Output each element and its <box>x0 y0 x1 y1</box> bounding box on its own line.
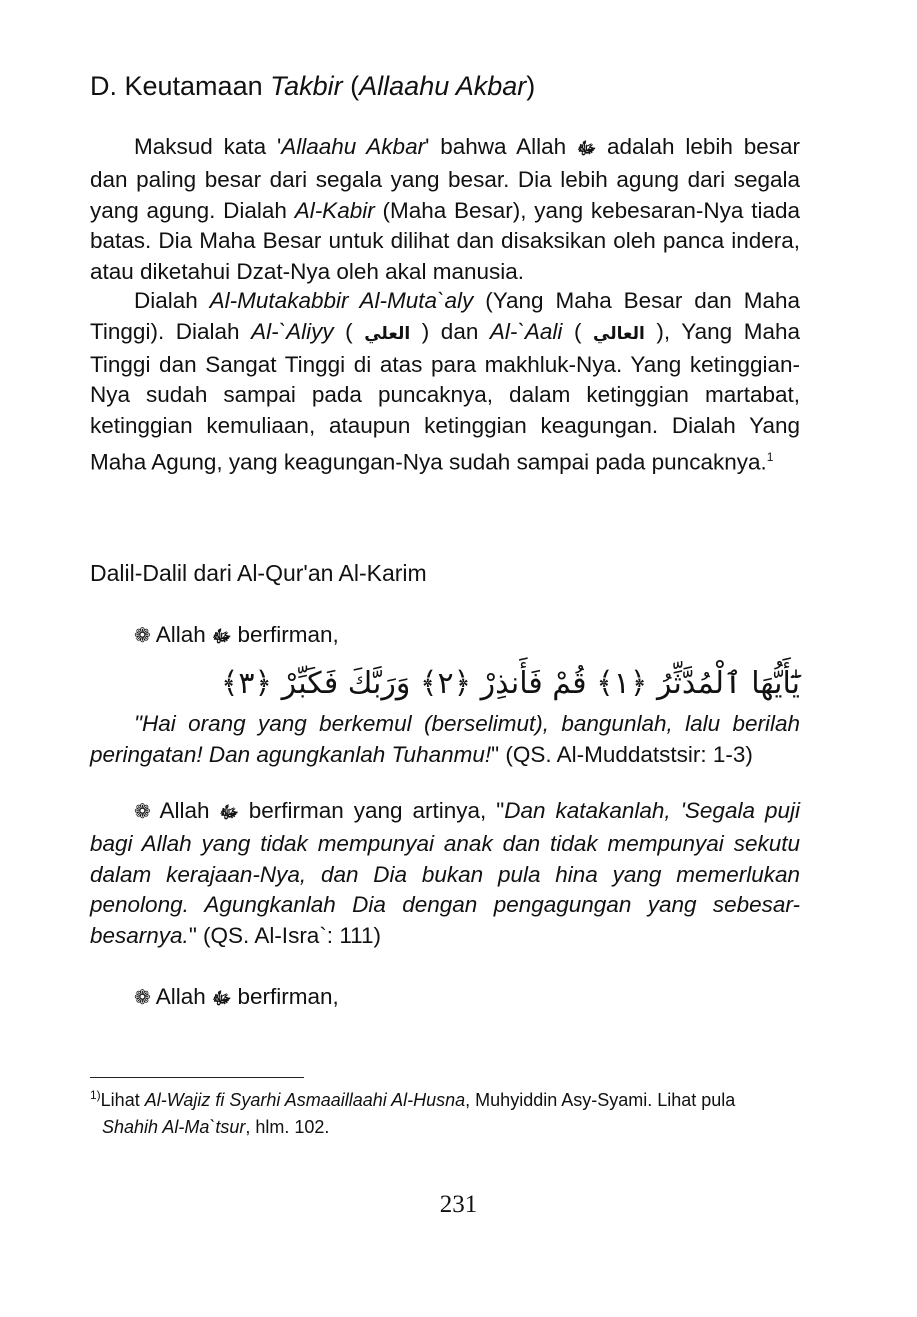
quran-verse-arabic: يَٰٓأَيُّهَا ٱلْمُدَّثِّرُ ﴿١﴾ قُمْ فَأَنذِرْ ﴿٢﴾ وَرَبَّكَ فَكَبِّرْ ﴿٣﴾ <box>220 666 800 701</box>
paragraph-al-mutakabbir: Dialah Al-Mutakabbir Al-Muta`aly (Yang Maha Besar dan Maha Tinggi). Dialah Al-`Aliyy ( العلي ) dan Al-`Aali ( العالي ), Yang Maha Tinggi dan Sangat Tinggi di atas para makhluk-Nya. Yang ketinggian-Nya sudah sampai pada puncaknya, dalam ketinggian martabat, ketinggian kemuliaan, ataupun ketinggian keagungan. Dialah Yang Maha Agung, yang keagungan-Nya sudah sampai pada puncaknya.$^1$ <box>90 288 801 475</box>
jalla-jalaluh-glyph: ﷻ <box>576 139 597 159</box>
jalla-jalaluh-glyph: ﷻ <box>212 989 232 1009</box>
footnote-divider <box>90 1077 304 1078</box>
arabic-al-aali: العالي <box>593 323 645 344</box>
page-number: 231 <box>439 1191 478 1218</box>
subheading-dalil: Dalil-Dalil dari Al-Qur'an Al-Karim <box>90 560 427 586</box>
paragraph-al-isra: ❁ Allah ﷻ berfirman yang artinya, "Dan katakanlah, 'Segala puji bagi Allah yang tidak mempunyai anak dan tidak mempunyai sekutu dalam kerajaan-Nya, dan Dia bukan pula hina yang memerlukan penolong. Agungkanlah Dia dengan pengagungan yang sebesar-besarnya." (QS. Al-Isra`: 111) <box>90 798 800 949</box>
footnote: $^{1)}$Lihat Al-Wajiz fi Syarhi Asmaaillaahi Al-Husna, Muhyiddin Asy-Syami. Lihat pula Shahih Al-Ma`tsur, hlm. 102. <box>90 1082 810 1141</box>
arabic-al-aliyy: العلي <box>364 323 411 344</box>
jalla-jalaluh-glyph: ﷻ <box>212 627 232 647</box>
intro-allah-berfirman-1: ❁ Allah ﷻ berfirman, <box>134 622 339 647</box>
intro-allah-berfirman-2: ❁ Allah ﷻ berfirman, <box>134 984 339 1009</box>
footnote-mark: 1) <box>90 1088 101 1102</box>
paragraph-takbir-meaning: Maksud kata 'Allaahu Akbar' bahwa Allah ﷻ adalah lebih besar dan paling besar dari segala yang besar. Dia lebih agung dari segala yang agung. Dialah Al-Kabir (Maha Besar), yang kebesaran-Nya tiada batas. Dia Maha Besar untuk dilihat dan disaksikan oleh panca indera, atau diketahui Dzat-Nya oleh akal manusia. <box>90 134 800 285</box>
flower-ornament-icon: ❁ <box>134 987 151 1009</box>
translation-al-muddatstsir: "Hai orang yang berkemul (berselimut), bangunlah, lalu berilah peringatan! Dan agungkanlah Tuhanmu!" (QS. Al-Muddatstsir: 1-3) <box>90 711 800 767</box>
footnote-reference: 1 <box>766 449 774 464</box>
section-heading: D. Keutamaan Takbir (Allaahu Akbar) <box>90 71 536 101</box>
flower-ornament-icon: ❁ <box>134 801 151 823</box>
jalla-jalaluh-glyph: ﷻ <box>219 803 239 823</box>
footnote-line-2: Shahih Al-Ma`tsur, hlm. 102. <box>102 1117 330 1137</box>
flower-ornament-icon: ❁ <box>134 625 151 647</box>
